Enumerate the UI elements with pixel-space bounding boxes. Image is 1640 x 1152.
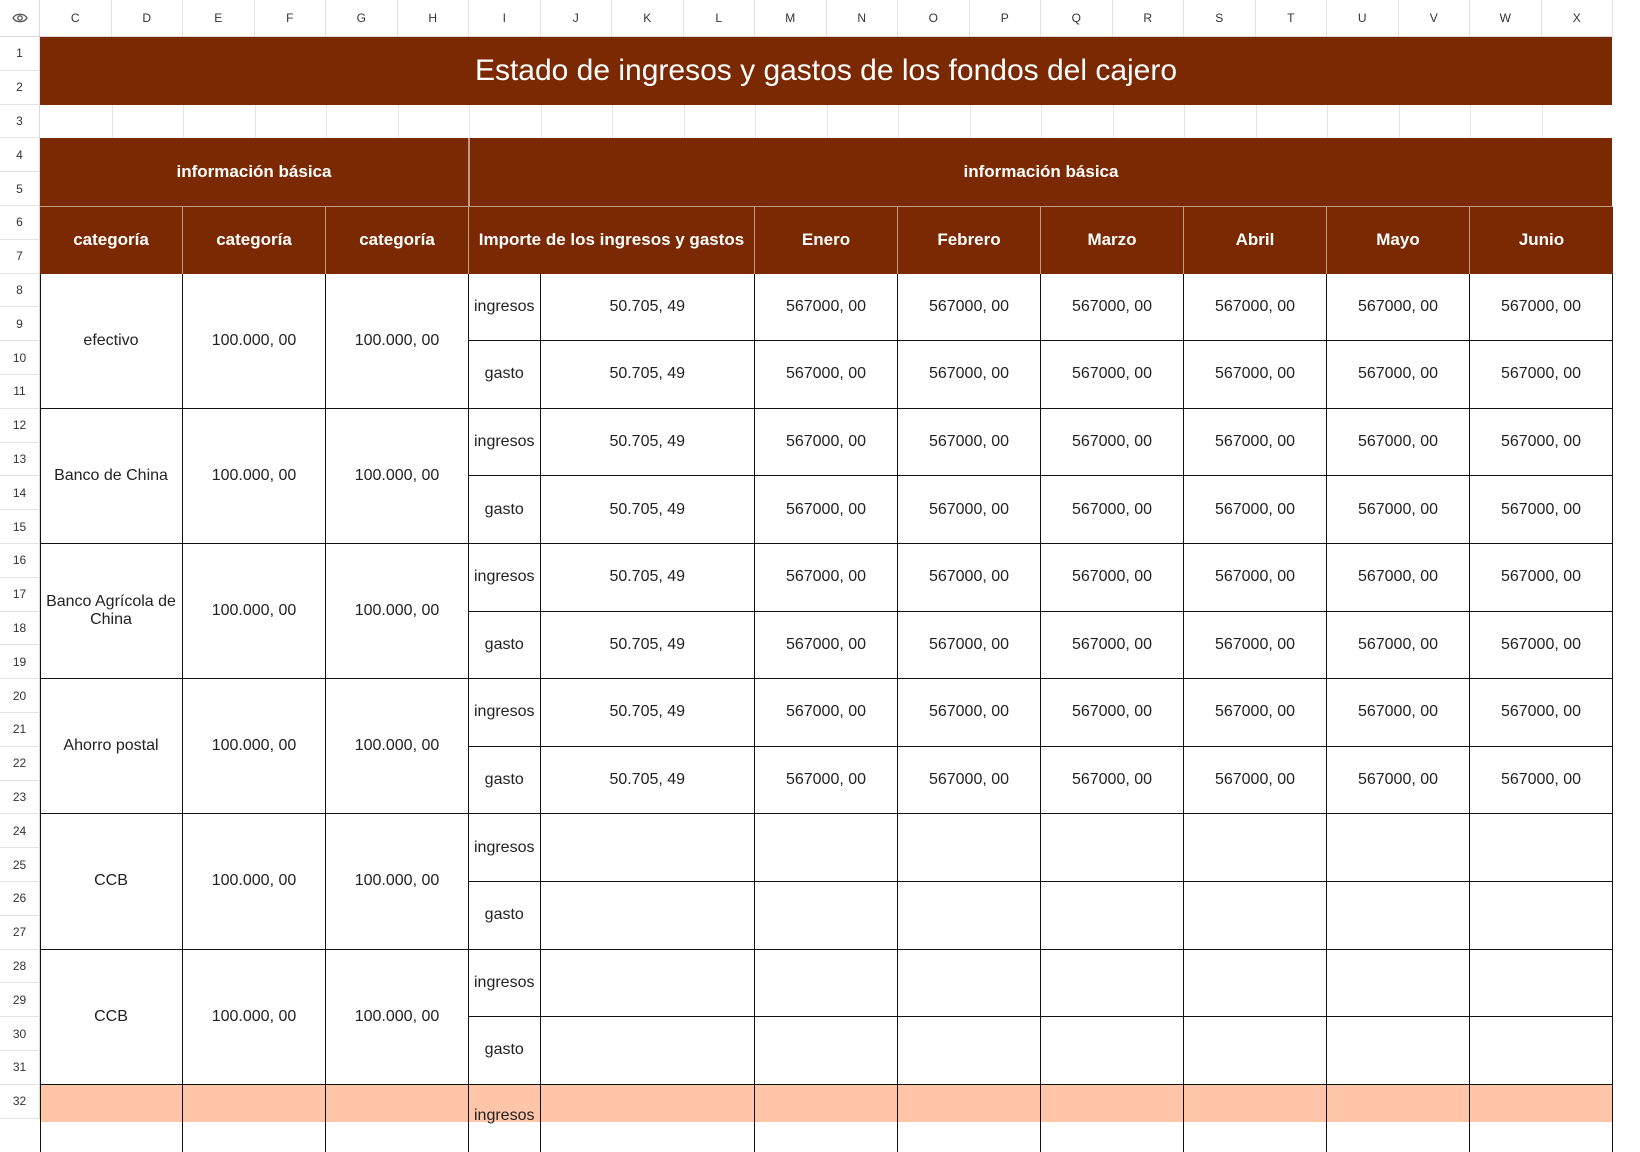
column-header[interactable]: X — [1542, 0, 1614, 37]
row-header[interactable]: 14 — [0, 476, 40, 510]
entry-type-cell[interactable]: gasto — [469, 882, 541, 950]
row-header[interactable]: 9 — [0, 307, 40, 341]
month-value-cell[interactable]: 567000, 00 — [755, 747, 898, 815]
amount-cell[interactable] — [541, 882, 756, 950]
grid-line — [898, 105, 899, 139]
grid-line — [112, 105, 113, 139]
month-value-cell[interactable] — [1184, 882, 1327, 950]
grid-line — [970, 105, 971, 139]
select-all-corner[interactable] — [0, 0, 40, 37]
month-value-cell[interactable] — [898, 1017, 1041, 1085]
grid-line — [398, 105, 399, 139]
month-value-cell[interactable] — [1327, 814, 1470, 882]
column-header[interactable]: U — [1327, 0, 1399, 37]
grid-line — [469, 105, 470, 139]
entry-type-cell[interactable]: gasto — [469, 341, 541, 409]
row-header[interactable]: 24 — [0, 814, 40, 848]
grid-line — [1470, 105, 1471, 139]
month-value-cell[interactable]: 567000, 00 — [1184, 476, 1327, 544]
row-header[interactable]: 19 — [0, 645, 40, 679]
row-header[interactable]: 5 — [0, 172, 40, 206]
grid-line — [755, 105, 756, 139]
month-value-cell[interactable]: 567000, 00 — [898, 612, 1041, 680]
entry-type-cell[interactable]: gasto — [469, 612, 541, 680]
month-value-cell[interactable] — [898, 814, 1041, 882]
amount-cell[interactable] — [541, 950, 756, 1018]
balance-cell[interactable]: 100.000, 00 — [326, 274, 469, 409]
column-header[interactable]: V — [1399, 0, 1471, 37]
grid-line — [255, 105, 256, 139]
bank-name-cell[interactable]: CCB — [40, 814, 183, 949]
row-header[interactable]: 25 — [0, 848, 40, 882]
month-value-cell[interactable] — [1184, 814, 1327, 882]
month-value-cell[interactable]: 567000, 00 — [755, 409, 898, 477]
row-header[interactable]: 13 — [0, 443, 40, 477]
month-value-cell[interactable] — [1470, 1017, 1613, 1085]
column-header[interactable]: T — [1256, 0, 1328, 37]
month-value-cell[interactable]: 567000, 00 — [1184, 747, 1327, 815]
month-value-cell[interactable]: 567000, 00 — [1327, 747, 1470, 815]
eye-icon[interactable] — [12, 12, 28, 24]
total-cell[interactable] — [1184, 1085, 1327, 1152]
month-value-cell[interactable] — [1327, 1017, 1470, 1085]
month-value-cell[interactable]: 567000, 00 — [1184, 544, 1327, 612]
month-value-cell[interactable]: 567000, 00 — [1041, 747, 1184, 815]
month-value-cell[interactable]: 567000, 00 — [1327, 612, 1470, 680]
row-header[interactable]: 12 — [0, 409, 40, 443]
month-value-cell[interactable]: 567000, 00 — [1470, 409, 1613, 477]
row-header[interactable]: 2 — [0, 71, 40, 105]
month-value-cell[interactable]: 567000, 00 — [898, 747, 1041, 815]
entry-type-cell[interactable]: gasto — [469, 476, 541, 544]
month-value-cell[interactable] — [898, 950, 1041, 1018]
entry-type-cell[interactable]: ingresos — [469, 1085, 541, 1152]
column-header[interactable]: G — [326, 0, 398, 37]
column-title: categoría — [183, 206, 326, 274]
balance-cell[interactable]: 100.000, 00 — [326, 544, 469, 679]
bank-name-cell[interactable]: Ahorro postal — [40, 679, 183, 814]
header-group-right: información básica — [469, 138, 1612, 206]
month-value-cell[interactable]: 567000, 00 — [898, 476, 1041, 544]
month-value-cell[interactable] — [1041, 1017, 1184, 1085]
total-cell[interactable] — [1327, 1085, 1470, 1152]
entry-type-cell[interactable]: gasto — [469, 1017, 541, 1085]
row-header[interactable]: 23 — [0, 781, 40, 815]
month-value-cell[interactable]: 567000, 00 — [1184, 274, 1327, 342]
bank-name-cell[interactable]: efectivo — [40, 274, 183, 409]
grid-line — [1184, 105, 1185, 139]
balance-cell[interactable]: 100.000, 00 — [183, 679, 326, 814]
balance-cell[interactable]: 100.000, 00 — [183, 814, 326, 949]
column-header[interactable]: R — [1113, 0, 1185, 37]
column-header[interactable]: C — [40, 0, 112, 37]
total-cell[interactable] — [1470, 1085, 1613, 1152]
grid-line — [1256, 105, 1257, 139]
row-header[interactable]: 27 — [0, 916, 40, 950]
month-value-cell[interactable]: 567000, 00 — [755, 274, 898, 342]
column-title: Junio — [1470, 206, 1613, 274]
row-header[interactable]: 16 — [0, 544, 40, 578]
grid-line — [612, 105, 613, 139]
month-value-cell[interactable]: 567000, 00 — [1470, 747, 1613, 815]
total-cell[interactable] — [183, 1085, 326, 1152]
month-value-cell[interactable]: 567000, 00 — [755, 341, 898, 409]
month-value-cell[interactable] — [898, 882, 1041, 950]
month-value-cell[interactable] — [1470, 950, 1613, 1018]
balance-cell[interactable]: 100.000, 00 — [326, 409, 469, 544]
column-header[interactable]: J — [541, 0, 613, 37]
grid-line — [1041, 105, 1042, 139]
amount-cell[interactable]: 50.705, 49 — [541, 341, 756, 409]
month-value-cell[interactable]: 567000, 00 — [755, 679, 898, 747]
amount-cell[interactable]: 50.705, 49 — [541, 544, 756, 612]
column-header[interactable]: K — [612, 0, 684, 37]
column-title: Mayo — [1327, 206, 1470, 274]
row-header[interactable]: 6 — [0, 206, 40, 240]
entry-type-cell[interactable]: ingresos — [469, 679, 541, 747]
month-value-cell[interactable]: 567000, 00 — [1184, 341, 1327, 409]
amount-cell[interactable]: 50.705, 49 — [541, 612, 756, 680]
entry-type-cell[interactable]: ingresos — [469, 814, 541, 882]
month-value-cell[interactable]: 567000, 00 — [898, 274, 1041, 342]
total-cell[interactable] — [541, 1085, 756, 1152]
bank-name-cell[interactable]: CCB — [40, 950, 183, 1085]
grid-line — [183, 105, 184, 139]
month-value-cell[interactable] — [755, 1017, 898, 1085]
row-header[interactable]: 3 — [0, 105, 40, 139]
month-value-cell[interactable]: 567000, 00 — [1041, 612, 1184, 680]
column-title: categoría — [326, 206, 469, 274]
month-value-cell[interactable] — [1327, 950, 1470, 1018]
total-cell[interactable] — [1041, 1085, 1184, 1152]
total-cell[interactable] — [326, 1085, 469, 1152]
month-value-cell[interactable]: 567000, 00 — [898, 544, 1041, 612]
column-header[interactable]: H — [398, 0, 470, 37]
column-header[interactable]: P — [970, 0, 1042, 37]
row-header[interactable]: 31 — [0, 1051, 40, 1085]
balance-cell[interactable]: 100.000, 00 — [183, 274, 326, 409]
amount-cell[interactable]: 50.705, 49 — [541, 476, 756, 544]
month-value-cell[interactable]: 567000, 00 — [1041, 409, 1184, 477]
row-header[interactable]: 26 — [0, 882, 40, 916]
bank-name-cell[interactable]: Banco Agrícola de China — [40, 544, 183, 679]
month-value-cell[interactable] — [1470, 814, 1613, 882]
amount-cell[interactable] — [541, 814, 756, 882]
month-value-cell[interactable]: 567000, 00 — [898, 679, 1041, 747]
balance-cell[interactable]: 100.000, 00 — [183, 544, 326, 679]
month-value-cell[interactable]: 567000, 00 — [1327, 476, 1470, 544]
balance-cell[interactable]: 100.000, 00 — [183, 409, 326, 544]
month-value-cell[interactable]: 567000, 00 — [1470, 274, 1613, 342]
month-value-cell[interactable]: 567000, 00 — [1470, 476, 1613, 544]
row-header[interactable]: 17 — [0, 578, 40, 612]
month-value-cell[interactable] — [1470, 882, 1613, 950]
grid-line — [1327, 105, 1328, 139]
sheet-title: Estado de ingresos y gastos de los fondos del cajero — [40, 37, 1612, 105]
month-value-cell[interactable]: 567000, 00 — [1041, 274, 1184, 342]
amount-cell[interactable] — [541, 1017, 756, 1085]
month-value-cell[interactable]: 567000, 00 — [1327, 409, 1470, 477]
column-header[interactable]: L — [684, 0, 756, 37]
column-title: categoría — [40, 206, 183, 274]
column-header[interactable]: D — [112, 0, 184, 37]
amount-cell[interactable]: 50.705, 49 — [541, 409, 756, 477]
month-value-cell[interactable]: 567000, 00 — [1470, 679, 1613, 747]
month-value-cell[interactable]: 567000, 00 — [1041, 544, 1184, 612]
row-header[interactable]: 1 — [0, 37, 40, 71]
row-header[interactable]: 30 — [0, 1017, 40, 1051]
entry-type-cell[interactable]: ingresos — [469, 950, 541, 1018]
month-value-cell[interactable]: 567000, 00 — [1041, 341, 1184, 409]
column-header[interactable]: E — [183, 0, 255, 37]
column-header[interactable]: M — [755, 0, 827, 37]
month-value-cell[interactable]: 567000, 00 — [1470, 341, 1613, 409]
column-header[interactable]: Q — [1041, 0, 1113, 37]
month-value-cell[interactable]: 567000, 00 — [1470, 544, 1613, 612]
row-header[interactable]: 22 — [0, 747, 40, 781]
row-header[interactable]: 11 — [0, 375, 40, 409]
month-value-cell[interactable]: 567000, 00 — [898, 341, 1041, 409]
entry-type-cell[interactable]: ingresos — [469, 274, 541, 342]
row-header[interactable]: 4 — [0, 138, 40, 172]
month-value-cell[interactable] — [1041, 950, 1184, 1018]
column-header[interactable]: I — [469, 0, 541, 37]
total-cell[interactable] — [755, 1085, 898, 1152]
column-title: Febrero — [898, 206, 1041, 274]
month-value-cell[interactable] — [1184, 1017, 1327, 1085]
row-header[interactable]: 28 — [0, 950, 40, 984]
month-value-cell[interactable]: 567000, 00 — [1041, 679, 1184, 747]
grid-line — [684, 105, 685, 139]
month-value-cell[interactable]: 567000, 00 — [1184, 612, 1327, 680]
column-header[interactable]: S — [1184, 0, 1256, 37]
row-header[interactable]: 10 — [0, 341, 40, 375]
month-value-cell[interactable] — [1041, 814, 1184, 882]
total-cell[interactable] — [40, 1085, 183, 1152]
month-value-cell[interactable]: 567000, 00 — [755, 544, 898, 612]
row-header[interactable]: 20 — [0, 679, 40, 713]
entry-type-cell[interactable]: ingresos — [469, 544, 541, 612]
column-title: Marzo — [1041, 206, 1184, 274]
amount-cell[interactable]: 50.705, 49 — [541, 679, 756, 747]
month-value-cell[interactable] — [1041, 882, 1184, 950]
entry-type-cell[interactable]: ingresos — [469, 409, 541, 477]
column-header[interactable]: F — [255, 0, 327, 37]
header-group-left: información básica — [40, 138, 469, 206]
row-header[interactable]: 15 — [0, 510, 40, 544]
grid-line — [827, 105, 828, 139]
month-value-cell[interactable]: 567000, 00 — [755, 612, 898, 680]
amount-cell[interactable]: 50.705, 49 — [541, 274, 756, 342]
column-title: Importe de los ingresos y gastos — [469, 206, 755, 274]
balance-cell[interactable]: 100.000, 00 — [326, 814, 469, 949]
column-header[interactable]: N — [827, 0, 899, 37]
month-value-cell[interactable]: 567000, 00 — [1327, 544, 1470, 612]
month-value-cell[interactable]: 567000, 00 — [1327, 341, 1470, 409]
column-title: Abril — [1184, 206, 1327, 274]
row-header[interactable]: 8 — [0, 274, 40, 308]
amount-cell[interactable]: 50.705, 49 — [541, 747, 756, 815]
balance-cell[interactable]: 100.000, 00 — [326, 950, 469, 1085]
month-value-cell[interactable] — [755, 882, 898, 950]
grid-line — [1113, 105, 1114, 139]
column-title: Enero — [755, 206, 898, 274]
entry-type-cell[interactable]: gasto — [469, 747, 541, 815]
grid-line — [326, 105, 327, 139]
month-value-cell[interactable] — [1184, 950, 1327, 1018]
row-header[interactable]: 32 — [0, 1085, 40, 1119]
balance-cell[interactable]: 100.000, 00 — [183, 950, 326, 1085]
column-header[interactable]: O — [898, 0, 970, 37]
month-value-cell[interactable]: 567000, 00 — [1327, 679, 1470, 747]
grid-line — [541, 105, 542, 139]
month-value-cell[interactable] — [755, 950, 898, 1018]
month-value-cell[interactable]: 567000, 00 — [1184, 409, 1327, 477]
month-value-cell[interactable] — [755, 814, 898, 882]
row-header[interactable]: 18 — [0, 612, 40, 646]
row-header[interactable]: 29 — [0, 983, 40, 1017]
grid-line — [1542, 105, 1543, 139]
month-value-cell[interactable] — [1327, 882, 1470, 950]
row-header[interactable]: 21 — [0, 713, 40, 747]
grid-line — [1399, 105, 1400, 139]
row-header[interactable]: 7 — [0, 240, 40, 274]
month-value-cell[interactable]: 567000, 00 — [1041, 476, 1184, 544]
column-header[interactable]: W — [1470, 0, 1542, 37]
month-value-cell[interactable]: 567000, 00 — [1470, 612, 1613, 680]
month-value-cell[interactable]: 567000, 00 — [755, 476, 898, 544]
month-value-cell[interactable]: 567000, 00 — [1184, 679, 1327, 747]
balance-cell[interactable]: 100.000, 00 — [326, 679, 469, 814]
month-value-cell[interactable]: 567000, 00 — [898, 409, 1041, 477]
month-value-cell[interactable]: 567000, 00 — [1327, 274, 1470, 342]
total-cell[interactable] — [898, 1085, 1041, 1152]
bank-name-cell[interactable]: Banco de China — [40, 409, 183, 544]
